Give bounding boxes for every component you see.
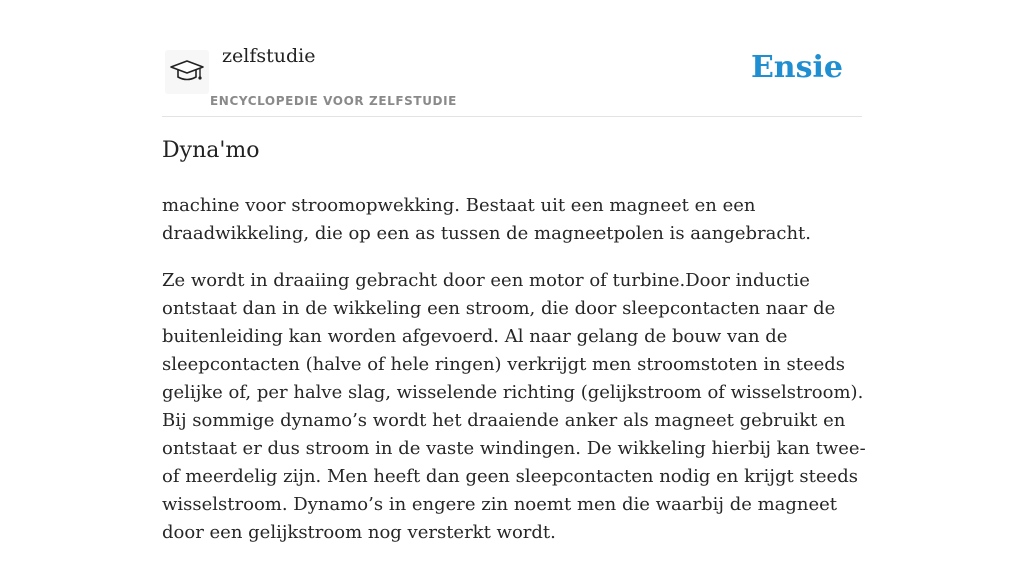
entry-paragraph: Ze wordt in draaiing gebracht door een motor of turbine.Door inductie ontstaat dan in de wikkeling een stroom, die door sleepcontacten naar de buitenleiding kan worden afgevoerd. Al naar gelang de bouw van de sleepcontacten (halve of hele ringen) verkrijgt men stroomstoten in steeds gelijke of, per halve slag, wisselende richting (gelijkstroom of wisselstroom). Bij sommige dynamo’s wordt het draaiende anker als magneet gebruikt en ontstaat er dus stroom in de vaste windingen. De wikkeling hierbij kan twee- of meerdelig zijn. Men heeft dan geen sleepcontacten nodig en krijgt steeds wisselstroom. Dynamo’s in engere zin noemt men die waarbij de magneet door een gelijkstroom nog versterkt wordt. [162,270,866,543]
site-header [162,0,862,117]
site-tagline: ENCYCLOPEDIE VOOR ZELFSTUDIE [210,94,457,108]
entry-content [162,192,872,566]
site-name-link[interactable]: zelfstudie [222,45,316,67]
entry-title: Dyna'mo [162,138,260,163]
entry-paragraph: machine voor stroomopwekking. Bestaat uit een magneet en een draadwikkeling, die op een as tussen de magneetpolen is aangebracht. [162,195,811,244]
graduation-cap-graphic [169,58,205,86]
graduation-cap-icon[interactable] [165,50,209,94]
ensie-brand-link[interactable]: Ensie [750,50,843,85]
